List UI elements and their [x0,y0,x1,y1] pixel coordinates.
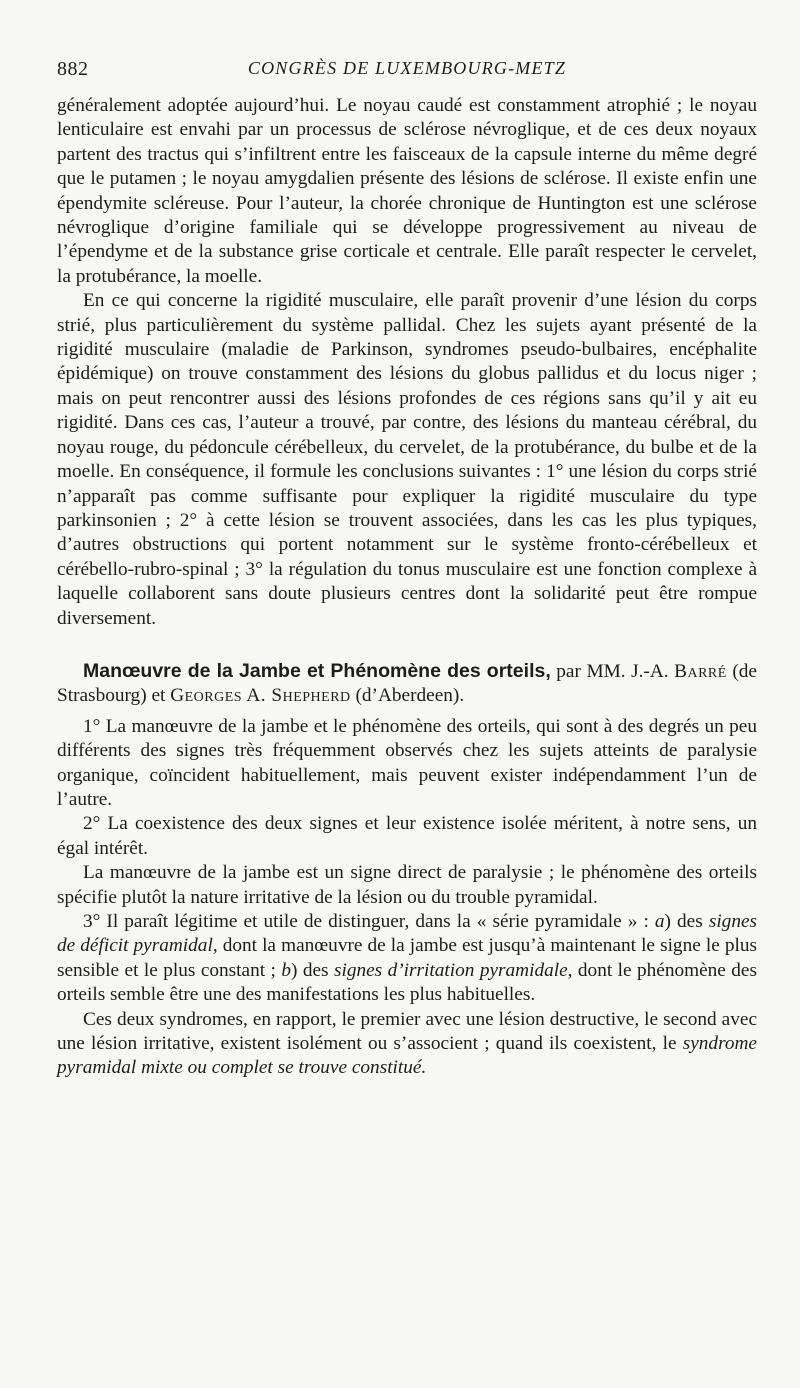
paragraph-huntington: généralement adoptée aujourd’hui. Le noyau caudé est constamment atrophié ; le noyau lenticulaire est envahi par un processus de sclérose névroglique, et de ces deux noyaux partent des tractus qui s’infiltrent entre les faisceaux de la capsule interne du même degré que le putamen ; le noyau amygdalien présente des lésions de sclérose. Il existe enfin une épendymite scléreuse. Pour l’auteur, la chorée chronique de Huntington est une sclérose névroglique d’origine familiale qui se développe progressivement au niveau de l’épendyme et de la substance grise corticale et centrale. Elle paraît respecter le cervelet, la protubérance, la moelle. [57,95,757,287]
running-title: CONGRÈS DE LUXEMBOURG-METZ [247,58,567,78]
text-run-italic: signes de déficit pyramidal [57,911,758,957]
text-run: Ces deux syndromes, en rapport, le premier avec une lésion destructive, le second avec une lésion irritative, existent isolément ou s’associent ; quand ils coexistent, le [57,1008,757,1055]
heading-by: par MM. J.-A. [550,660,675,682]
author-shepherd-affiliation: (d’Aberdeen). [350,685,465,707]
text-run-italic: syndrome pyramidal mixte ou complet se trouve constitué. [57,1033,757,1079]
author-barre-affiliation: (de Strasbourg) et [57,660,757,707]
text-run-italic: b [281,959,291,981]
page-number: 882 [57,58,89,80]
paragraph-paralysis-sign: La manœuvre de la jambe est un signe direct de paralysie ; le phénomène des orteils spécifie plutôt la nature irritative de la lésion ou du trouble pyramidal. [57,862,757,908]
section-title: Manœuvre de la Jambe et Phénomène des orteils, [83,659,551,682]
text-run: ) des [290,959,334,981]
page-header [57,58,757,88]
paragraph-point-3 [57,910,757,1008]
paragraph-syndromes [57,1008,757,1081]
section-heading [57,659,757,709]
author-shepherd: Georges A. Shepherd [170,685,351,707]
text-run: , dont la manœuvre de la jambe est jusqu’à maintenant le signe le plus sensible et le plus constant ; [57,935,757,981]
paragraph-rigidity: En ce qui concerne la rigidité musculaire, elle paraît provenir d’une lésion du corps strié, plus particulièrement du système pallidal. Chez les sujets ayant présenté de la rigidité musculaire (maladie de Parkinson, syndromes pseudo-bulbaires, encéphalite épidémique) on trouve constamment des lésions du globus pallidus et du locus niger ; mais on peut rencontrer aussi des lésions profondes de ces régions sans qu’il y ait eu rigidité. Dans ces cas, l’auteur a trouvé, par contre, des lésions du manteau cérébral, du noyau rouge, du pédoncule cérébelleux, du cervelet, de la protubérance, du bulbe et de la moelle. En conséquence, il formule les conclusions suivantes : 1° une lésion du corps strié n’apparaît pas comme suffisante pour expliquer la rigidité musculaire du type parkinsonien ; 2° à cette lésion se trouvent associées, dans les cas les plus typiques, d’autres obstructions qui portent notamment sur le système fronto-cérébelleux et cérébello-rubro-spinal ; 3° la régulation du tonus musculaire est une fonction complexe à laquelle collaborent sans doute plusieurs centres dont la solidarité peut être rompue diversement. [57,290,757,629]
text-run: , dont le phénomène des orteils semble être une des manifestations les plus habituelles. [57,959,757,1006]
text-run: 3° Il paraît légitime et utile de distinguer, dans la « série pyramidale » : [83,911,655,932]
text-run-italic: a [654,911,665,932]
text-run: ) des [664,911,709,932]
text-run-italic: signes d’irritation pyramidale [333,959,568,981]
paragraph-point-1: 1° La manœuvre de la jambe et le phénomène des orteils, qui sont à des degrés un peu différents des signes très fréquemment observés chez les sujets atteints de paralysie organique, coïncident habituellement, mais peuvent exister indépendamment l’un de l’autre. [57,715,757,810]
author-barre: Barré [674,660,727,682]
body-text [57,94,757,1081]
paragraph-point-2: 2° La coexistence des deux signes et leur existence isolée méritent, à notre sens, un égal intérêt. [57,813,757,859]
